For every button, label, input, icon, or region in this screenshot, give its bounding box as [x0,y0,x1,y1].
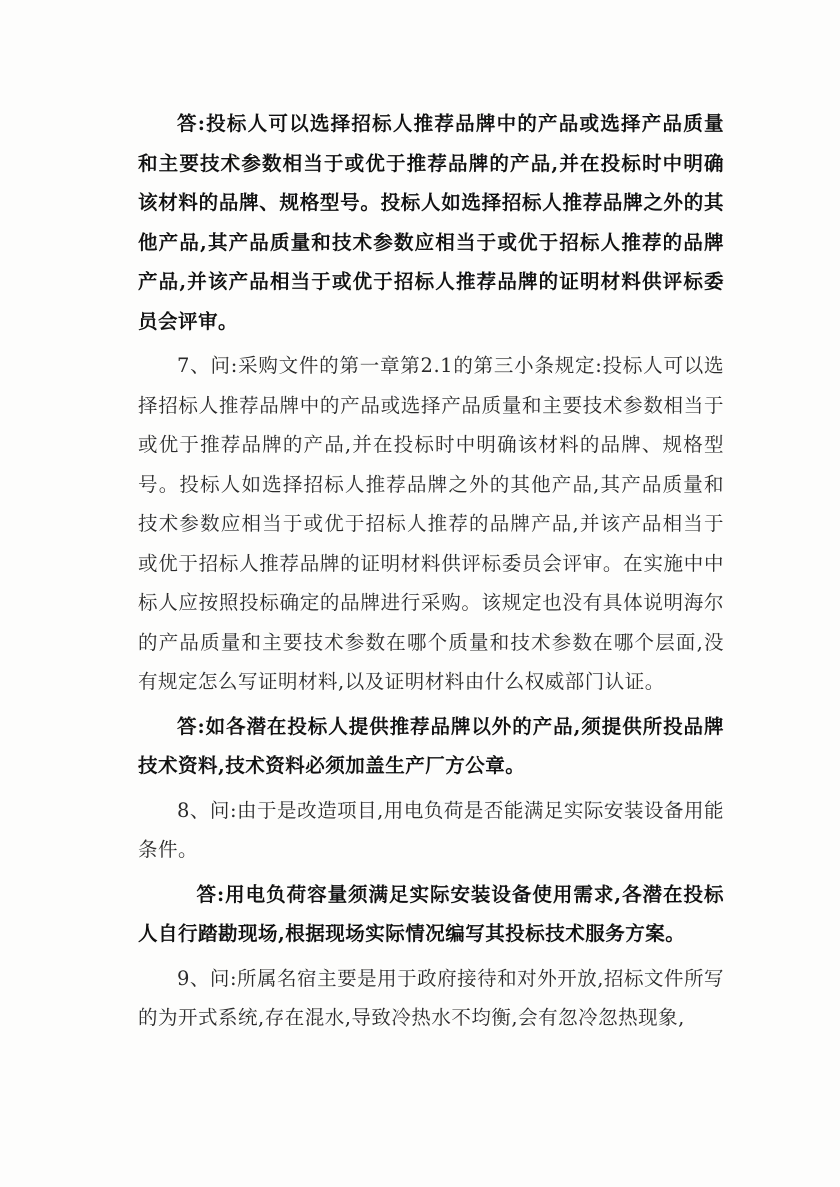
answer-7-paragraph: 答:如各潜在投标人提供推荐品牌以外的产品,须提供所投品牌技术资料,技术资料必须加盖生产厂方公章。 [138,714,724,777]
answer-8-paragraph: 答:用电负荷容量须满足实际安装设备使用需求,各潜在投标人自行踏勘现场,根据现场实际情况编写其投标技术服务方案。 [138,882,724,945]
question-7-paragraph: 7、问:采购文件的第一章第2.1的第三小条规定:投标人可以选择招标人推荐品牌中的产品或选择产品质量和主要技术参数相当于或优于推荐品牌的产品,并在投标时中明确该材料的品牌、规格型号。投标人如选择招标人推荐品牌之外的其他产品,其产品质量和技术参数应相当于或优于招标人推荐的品牌产品,并该产品相当于或优于招标人推荐品牌的证明材料供评标委员会评审。在实施中中标人应按照投标确定的品牌进行采购。该规定也没有具体说明海尔的产品质量和主要技术参数在哪个质量和技术参数在哪个层面,没有规定怎么写证明材料,以及证明材料由什么权威部门认证。 [138,354,724,693]
answer-6-paragraph: 答:投标人可以选择招标人推荐品牌中的产品或选择产品质量和主要技术参数相当于或优于推荐品牌的产品,并在投标时中明确该材料的品牌、规格型号。投标人如选择招标人推荐品牌之外的其他产品,其产品质量和技术参数应相当于或优于招标人推荐的品牌产品,并该产品相当于或优于招标人推荐品牌的证明材料供评标委员会评审。 [138,112,724,333]
document-body [138,104,724,1038]
question-9-paragraph: 9、问:所属名宿主要是用于政府接待和对外开放,招标文件所写的为开式系统,存在混水,导致冷热水不均衡,会有忽冷忽热现象, [138,966,724,1029]
question-8-paragraph: 8、问:由于是改造项目,用电负荷是否能满足实际安装设备用能条件。 [138,798,724,861]
